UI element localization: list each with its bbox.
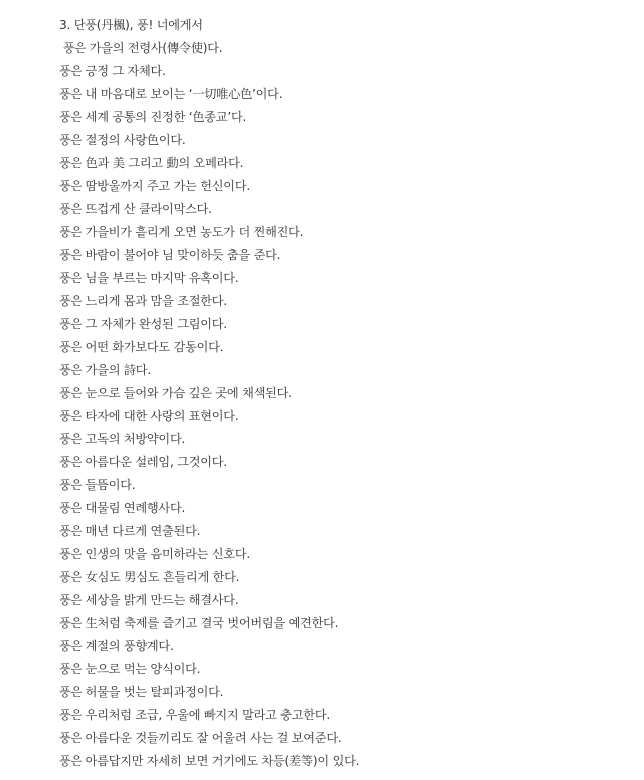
poem-line: 풍은 바람이 불어야 님 맞이하듯 춤을 준다. bbox=[59, 248, 281, 262]
poem-line: 풍은 허물을 벗는 탈피과정이다. bbox=[59, 685, 224, 699]
poem-line: 풍은 인생의 맛을 음미하라는 신호다. bbox=[59, 547, 250, 561]
poem-line: 풍은 느리게 몸과 맘을 조절한다. bbox=[59, 294, 227, 308]
poem-line: 풍은 세상을 밝게 만드는 해결사다. bbox=[59, 593, 239, 607]
poem-line: 풍은 세계 공통의 진정한 ‘色종교’다. bbox=[59, 110, 247, 124]
poem-line: 풍은 눈으로 들어와 가슴 깊은 곳에 채색된다. bbox=[59, 386, 292, 400]
poem-line: 풍은 대물림 연례행사다. bbox=[59, 501, 186, 515]
poem-line: 풍은 女심도 男심도 흔들리게 한다. bbox=[59, 570, 240, 584]
poem-line: 풍은 고독의 처방약이다. bbox=[59, 432, 186, 446]
poem-line: 풍은 가을비가 흩리게 오면 농도가 더 찐해진다. bbox=[59, 225, 304, 239]
poem-line: 풍은 가을의 전령사(傳令使)다. bbox=[63, 41, 223, 55]
poem-line: 풍은 우리처럼 조급, 우울에 빠지지 말라고 충고한다. bbox=[59, 708, 330, 722]
poem-line: 풍은 아름답지만 자세히 보면 거기에도 차등(差等)이 있다. bbox=[59, 754, 360, 768]
poem-line: 풍은 내 마음대로 보이는 ‘一切唯心色’이다. bbox=[59, 87, 283, 101]
poem-line: 풍은 계절의 풍향계다. bbox=[59, 639, 174, 653]
poem-line: 풍은 절정의 사랑色이다. bbox=[59, 133, 186, 147]
poem-lines bbox=[59, 37, 639, 773]
poem-line: 풍은 아름다운 것들끼리도 잘 어울려 사는 걸 보여준다. bbox=[59, 731, 342, 745]
poem-line: 풍은 가을의 詩다. bbox=[59, 363, 151, 377]
poem-article bbox=[59, 14, 639, 773]
poem-line: 풍은 生처럼 축제를 즐기고 결국 벗어버림을 예견한다. bbox=[59, 616, 339, 630]
poem-line: 풍은 눈으로 먹는 양식이다. bbox=[59, 662, 201, 676]
poem-line: 풍은 어떤 화가보다도 감동이다. bbox=[59, 340, 224, 354]
poem-line: 풍은 님을 부르는 마지막 유혹이다. bbox=[59, 271, 239, 285]
poem-line: 풍은 그 자체가 완성된 그림이다. bbox=[59, 317, 227, 331]
poem-line: 풍은 긍정 그 자체다. bbox=[59, 64, 166, 78]
poem-title: 3. 단풍(丹楓), 풍! 너에게서 bbox=[59, 18, 203, 32]
poem-line: 풍은 色과 美 그리고 動의 오페라다. bbox=[59, 156, 244, 170]
poem-line: 풍은 아름다운 설레임, 그것이다. bbox=[59, 455, 227, 469]
poem-line: 풍은 타자에 대한 사랑의 표현이다. bbox=[59, 409, 239, 423]
poem-line: 풍은 뜨겁게 산 클라이막스다. bbox=[59, 202, 212, 216]
poem-line: 풍은 매년 다르게 연출된다. bbox=[59, 524, 201, 538]
poem-line: 풍은 들뜸이다. bbox=[59, 478, 136, 492]
poem-line: 풍은 땀방울까지 주고 가는 헌신이다. bbox=[59, 179, 250, 193]
